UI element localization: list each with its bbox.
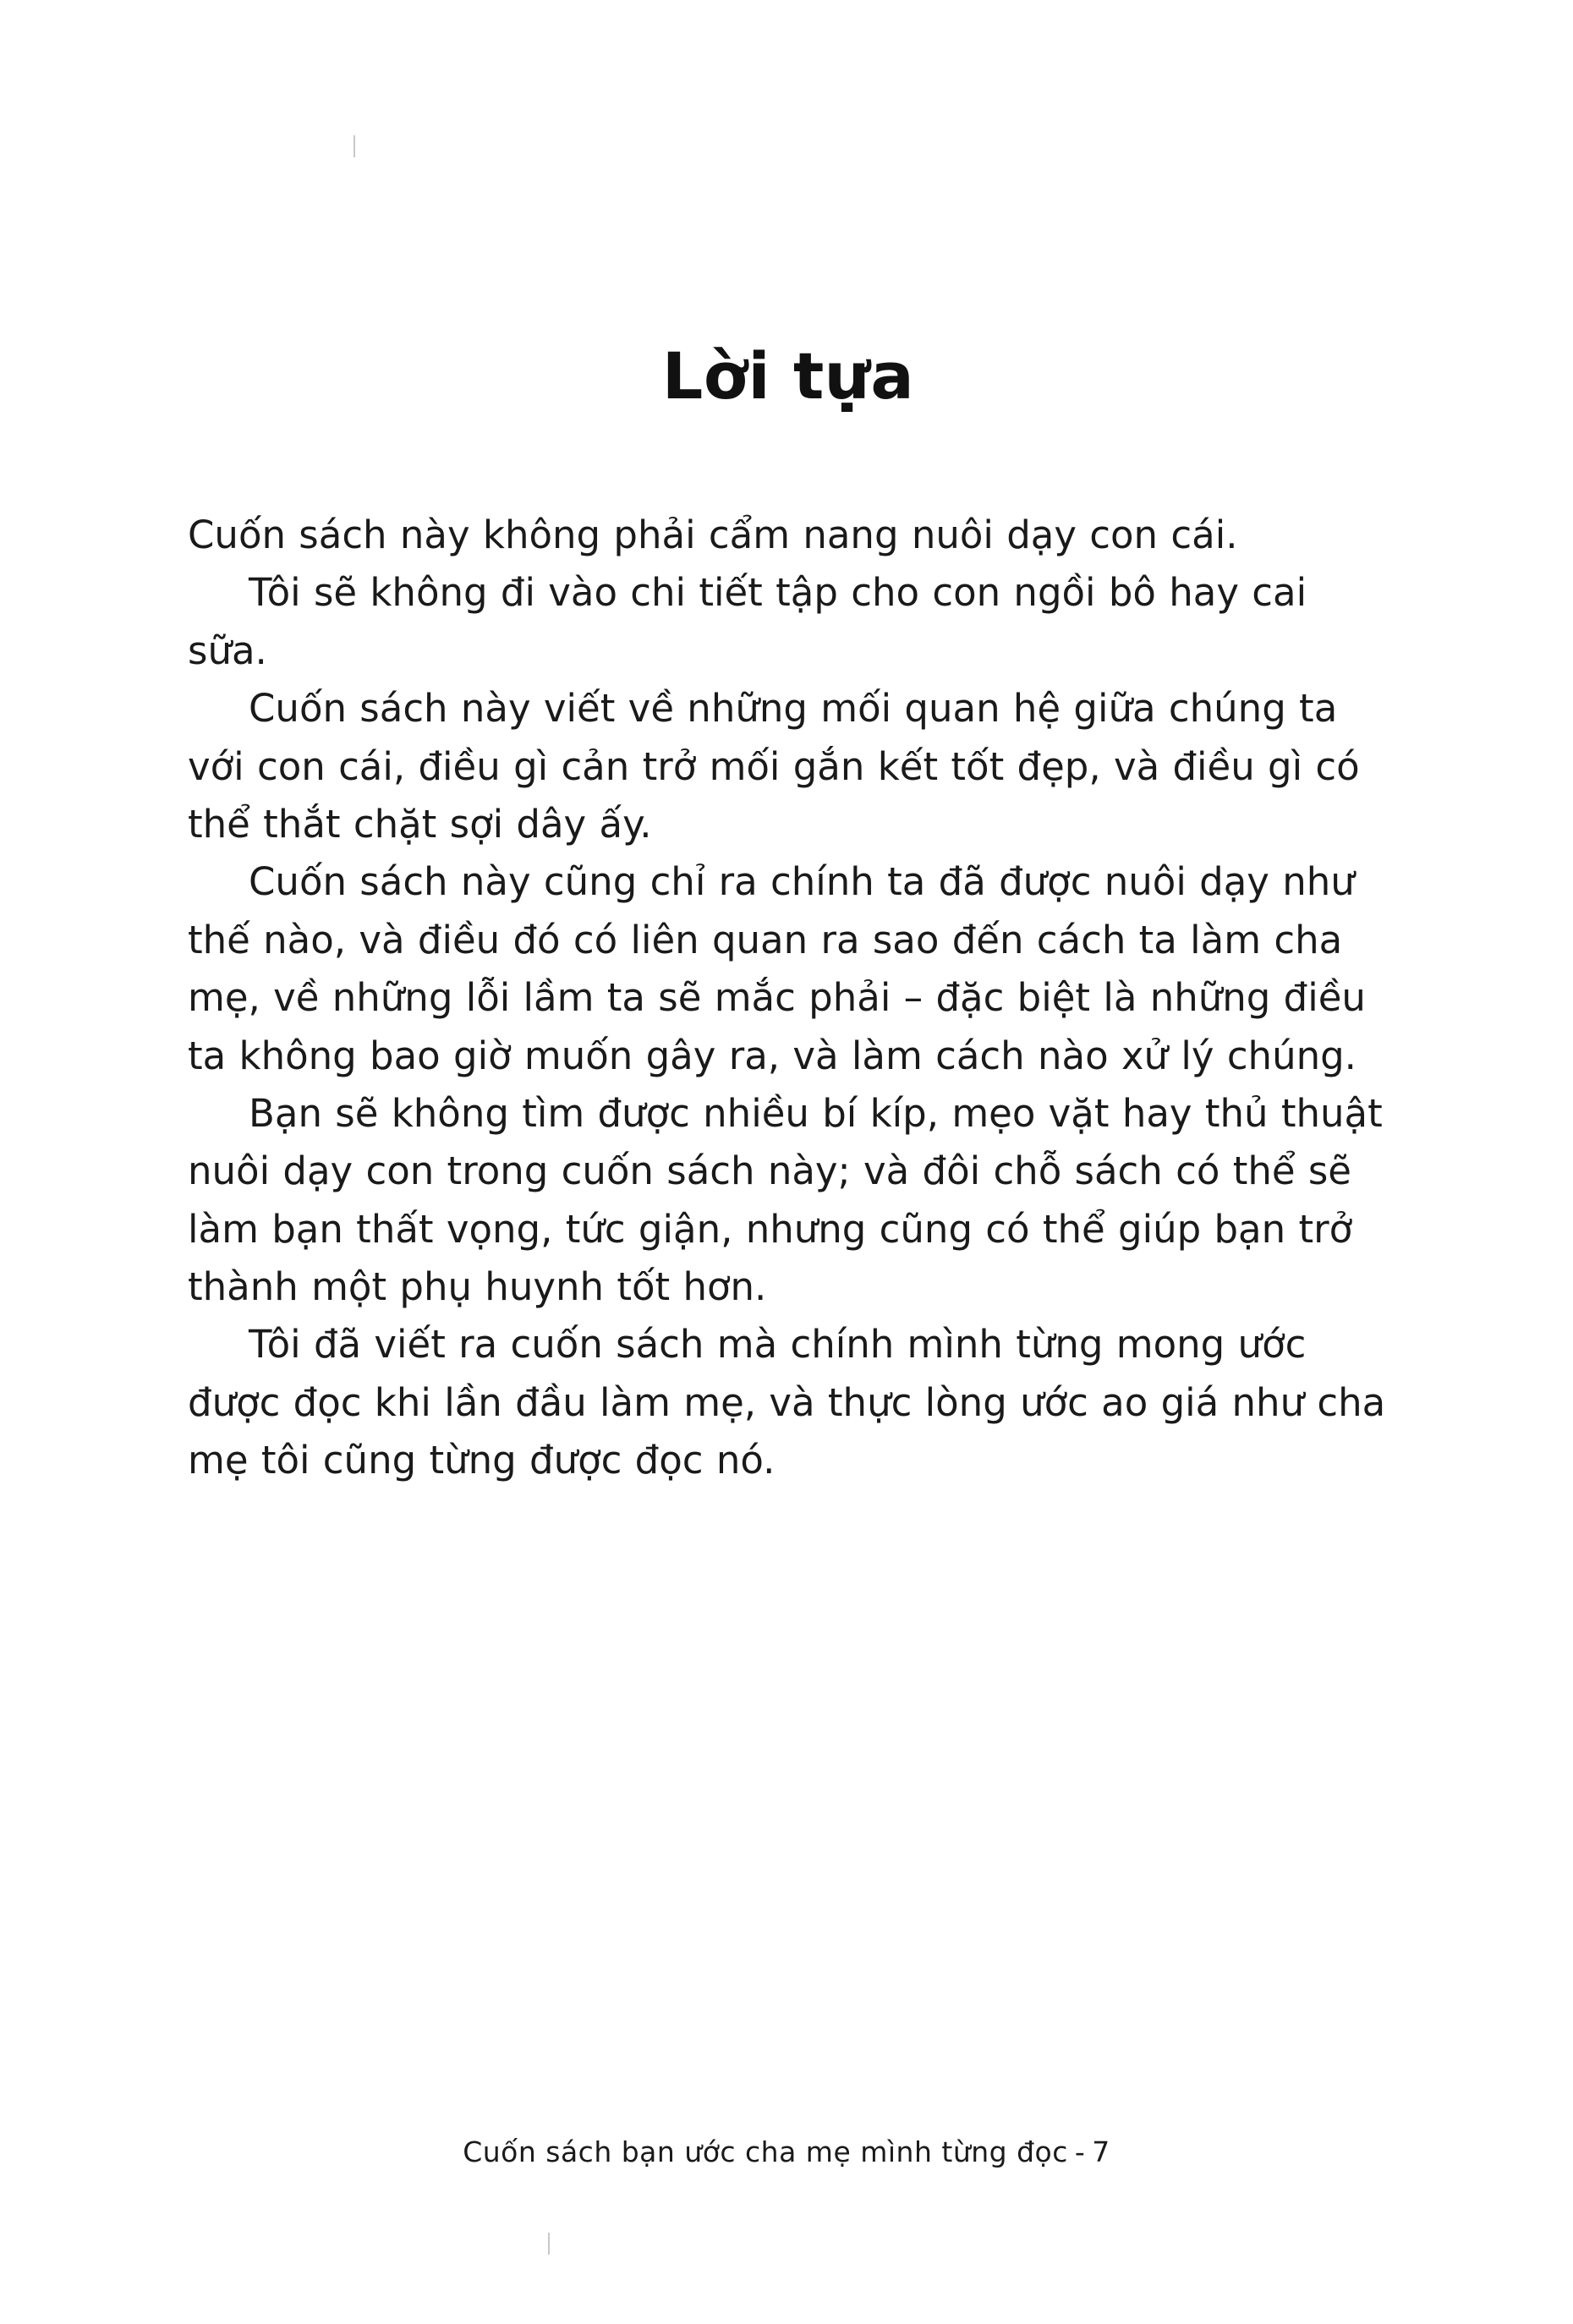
paragraph-4: Cuốn sách này cũng chỉ ra chính ta đã được nuôi dạy như thế nào, và điều đó có liên quan ra sao đến cách ta làm cha mẹ, về những lỗi lầm ta sẽ mắc phải – đặc biệt là những điều ta không bao giờ muốn gây ra, và làm cách nào xử lý chúng.	[188, 859, 1366, 1078]
page-content	[188, 338, 1389, 1490]
footer-book-title: Cuốn sách bạn ước cha mẹ mình từng đọc	[463, 2135, 1068, 2168]
footer-page-number: 7	[1092, 2135, 1110, 2168]
footer-separator: -	[1074, 2135, 1086, 2168]
paragraph-6: Tôi đã viết ra cuốn sách mà chính mình từng mong ước được đọc khi lần đầu làm mẹ, và thực lòng ước ao giá như cha mẹ tôi cũng từng được đọc nó.	[188, 1322, 1386, 1483]
paragraph-1: Cuốn sách này không phải cẩm nang nuôi dạy con cái.	[188, 512, 1238, 557]
body-text	[188, 507, 1389, 1490]
paragraph-3: Cuốn sách này viết về những mối quan hệ giữa chúng ta với con cái, điều gì cản trở mối gắn kết tốt đẹp, và điều gì có thể thắt chặt sợi dây ấy.	[188, 686, 1360, 847]
page-footer	[0, 2135, 1573, 2168]
crop-mark-bottom	[548, 2233, 550, 2255]
crop-mark-top	[354, 135, 355, 157]
paragraph-5: Bạn sẽ không tìm được nhiều bí kíp, mẹo vặt hay thủ thuật nuôi dạy con trong cuốn sách này; và đôi chỗ sách có thể sẽ làm bạn thất vọng, tức giận, nhưng cũng có thể giúp bạn trở thành một phụ huynh tốt hơn.	[188, 1090, 1383, 1310]
page-title: Lời tựa	[661, 338, 915, 414]
paragraph-2: Tôi sẽ không đi vào chi tiết tập cho con ngồi bô hay cai sữa.	[188, 570, 1307, 673]
